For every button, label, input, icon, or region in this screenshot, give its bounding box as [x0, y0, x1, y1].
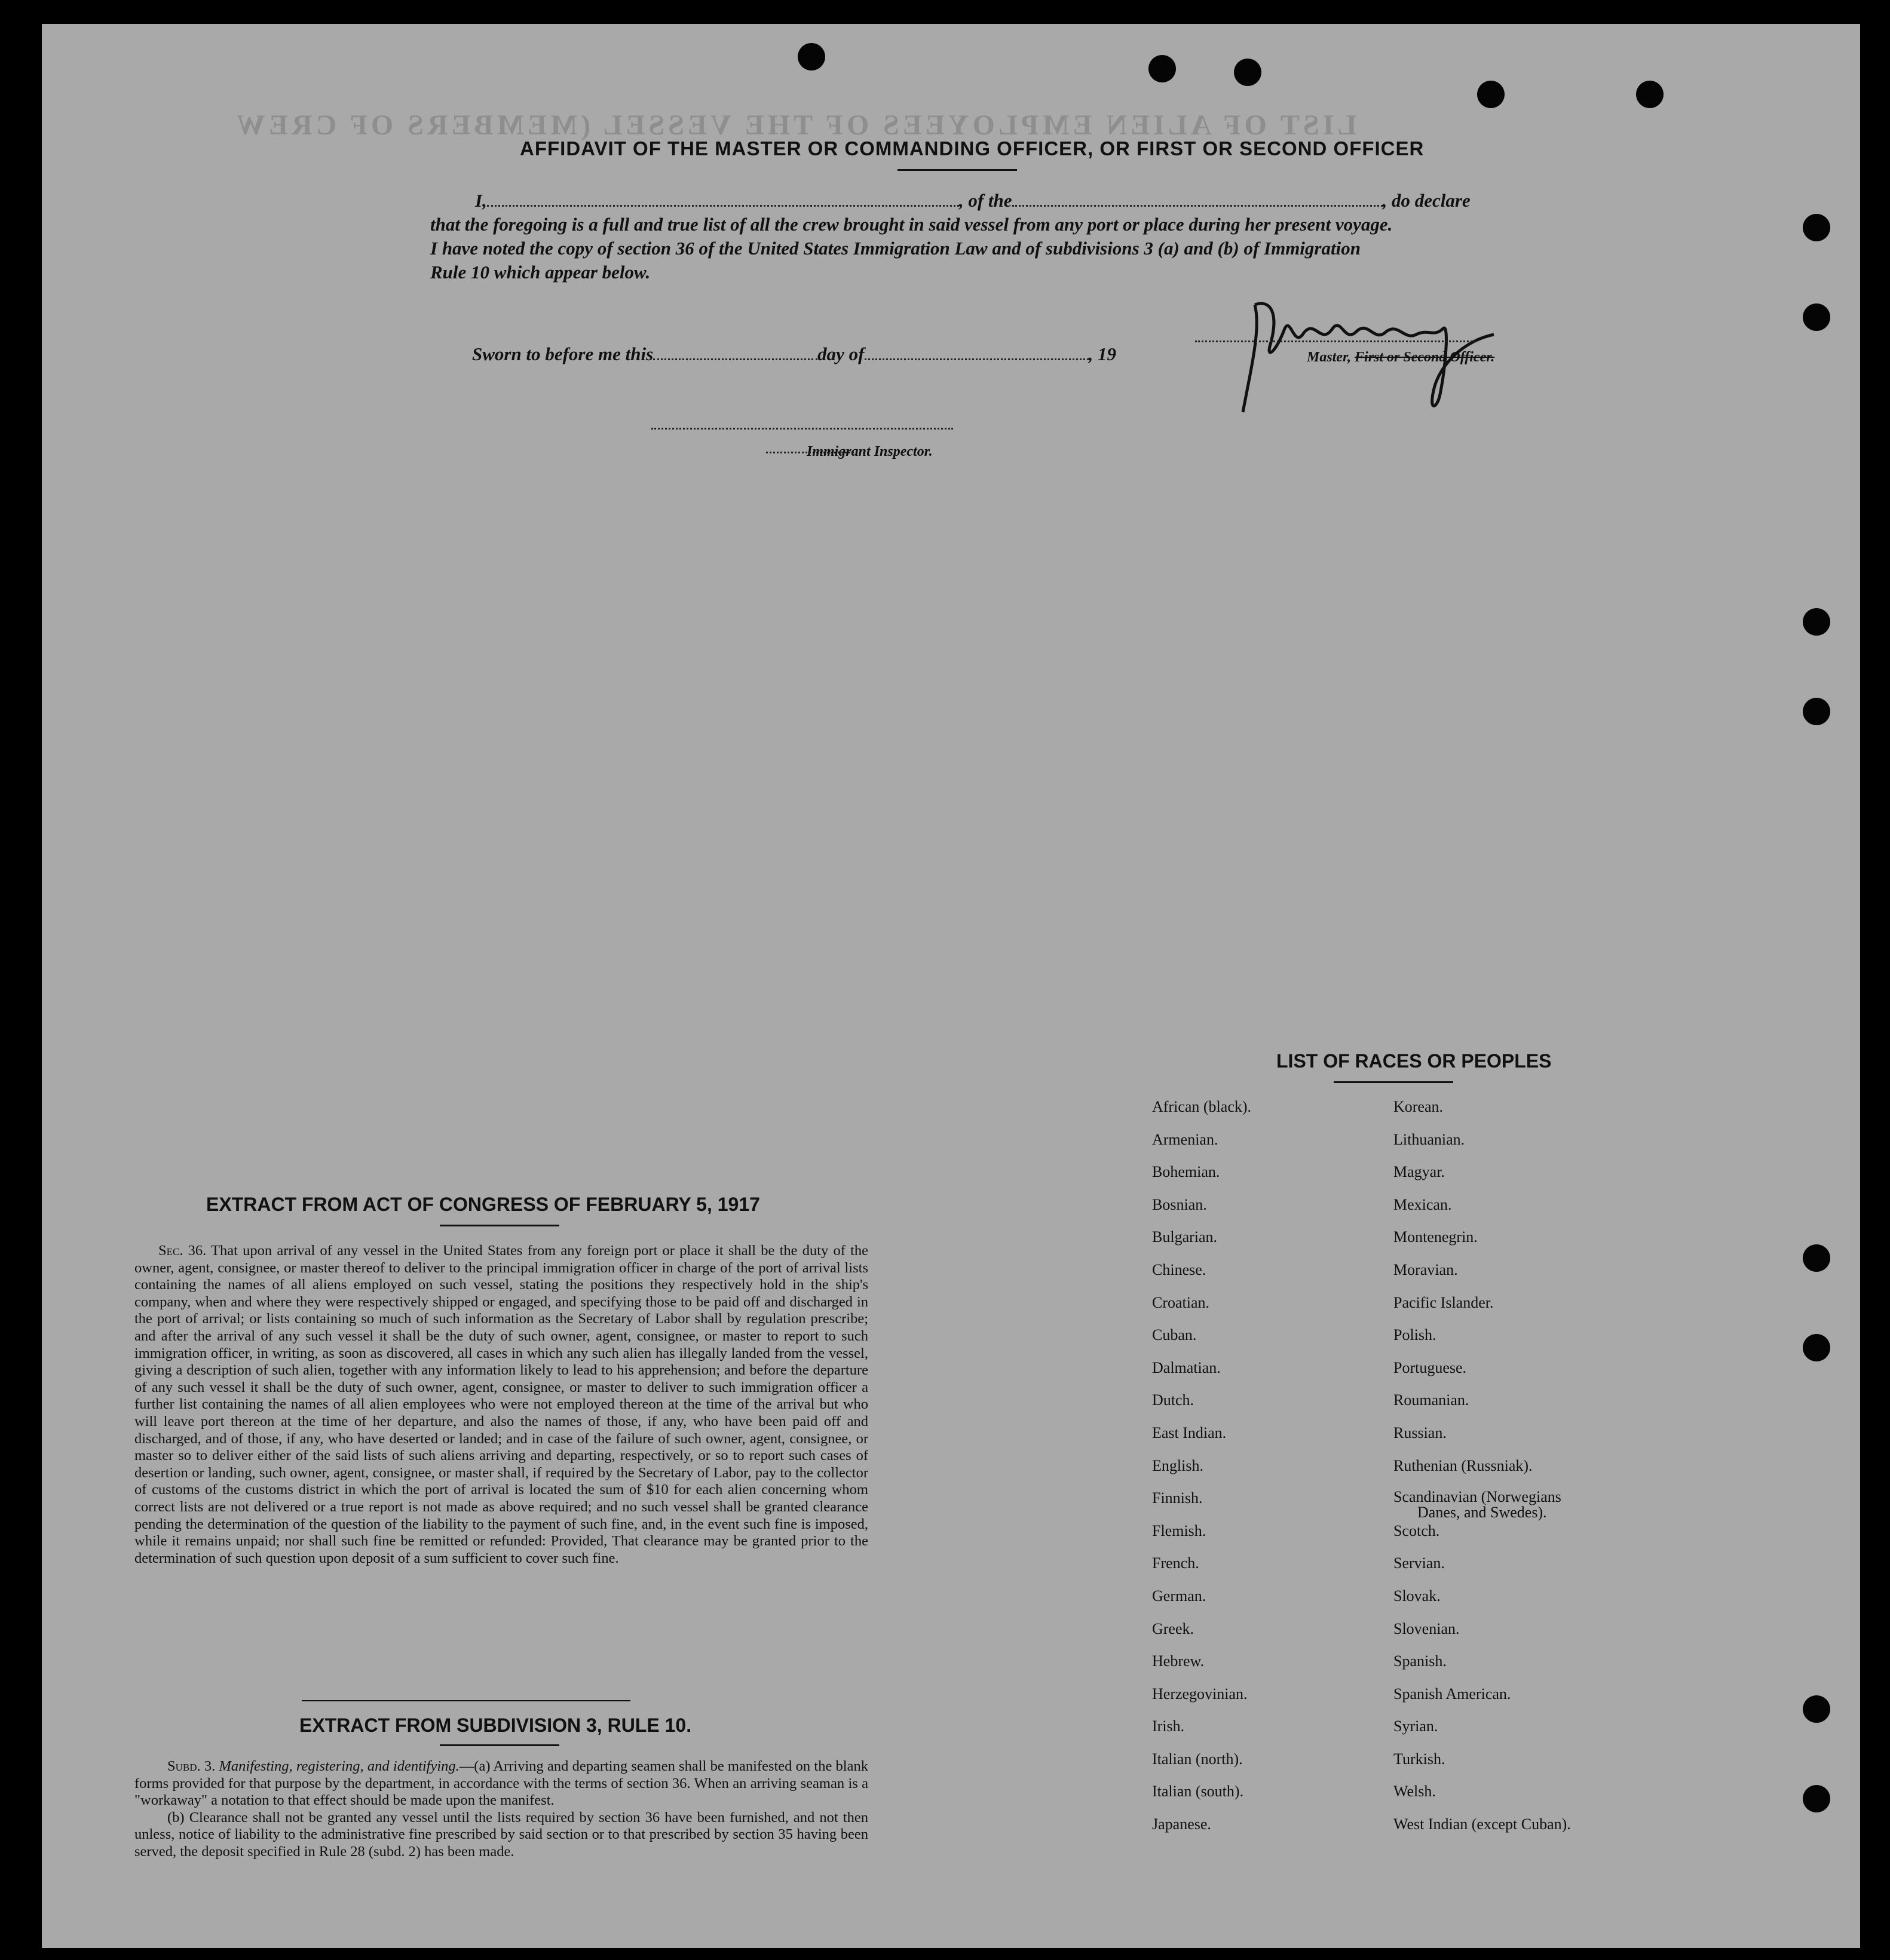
- line-of: , of the: [958, 190, 1012, 211]
- race-item: Bosnian.: [1152, 1195, 1207, 1213]
- document-page: [42, 24, 1860, 1948]
- punch-hole: [1803, 1695, 1830, 1723]
- race-item: Montenegrin.: [1393, 1228, 1478, 1246]
- subd-heading: Manifesting, registering, and identifying.: [219, 1758, 460, 1774]
- section-36-text: [134, 1243, 868, 1567]
- struck-officer: First or Second Officer.: [1355, 349, 1495, 365]
- race-item: Moravian.: [1393, 1260, 1458, 1278]
- race-item: Slovenian.: [1393, 1619, 1460, 1637]
- race-item: Welsh.: [1393, 1783, 1436, 1800]
- race-item: French.: [1152, 1554, 1199, 1572]
- punch-hole: [1477, 81, 1505, 108]
- race-item: Hebrew.: [1152, 1652, 1205, 1670]
- race-item: Syrian.: [1393, 1717, 1438, 1735]
- month-blank: [865, 344, 1089, 360]
- race-item: Portuguese.: [1393, 1358, 1467, 1376]
- subd-label: Subd. 3.: [167, 1758, 216, 1774]
- title-rule: [897, 169, 1017, 171]
- race-item: Spanish American.: [1393, 1685, 1511, 1703]
- race-item: Herzegovinian.: [1152, 1685, 1248, 1703]
- punch-hole: [1803, 1244, 1830, 1272]
- race-item: Dutch.: [1152, 1391, 1194, 1409]
- extract-act-title: EXTRACT FROM ACT OF CONGRESS OF FEBRUARY 5, 1917: [206, 1194, 760, 1215]
- race-item: Italian (north).: [1152, 1750, 1243, 1768]
- sworn-year: , 19: [1088, 343, 1116, 364]
- race-item: Dalmatian.: [1152, 1358, 1221, 1376]
- race-item: Russian.: [1393, 1424, 1447, 1441]
- race-item: Spanish.: [1393, 1652, 1447, 1670]
- race-item: Italian (south).: [1152, 1783, 1244, 1800]
- subd-para-a: —(a) Arriving and departing seamen shall be manifested on the blank forms provided for that purpose by the department, in accordance with the terms of section 36. When an arriving seaman is a "workaway" a notation to that effect should be made upon the manifest.: [134, 1758, 868, 1809]
- race-item: Turkish.: [1393, 1750, 1445, 1768]
- punch-hole: [1803, 214, 1830, 241]
- race-item: Servian.: [1393, 1554, 1445, 1572]
- declaration-line-3: I have noted the copy of section 36 of the United States Immigration Law and of subdivisions 3 (a) and (b) of Immigration: [430, 238, 1361, 259]
- declaration-line-4: Rule 10 which appear below.: [430, 262, 651, 283]
- race-item: Lithuanian.: [1393, 1130, 1465, 1148]
- race-item: Ruthenian (Russniak).: [1393, 1456, 1533, 1474]
- races-title: LIST OF RACES OR PEOPLES: [1276, 1050, 1552, 1072]
- race-item: Greek.: [1152, 1619, 1194, 1637]
- race-item: Chinese.: [1152, 1260, 1206, 1278]
- race-item: English.: [1152, 1456, 1203, 1474]
- affidavit-title: AFFIDAVIT OF THE MASTER OR COMMANDING OFFICER, OR FIRST OR SECOND OFFICER: [520, 137, 1425, 160]
- race-item: Flemish.: [1152, 1522, 1206, 1539]
- punch-hole: [1803, 303, 1830, 331]
- punch-hole: [1234, 59, 1261, 86]
- declaration-line: [430, 190, 1471, 211]
- race-item: Finnish.: [1152, 1489, 1203, 1507]
- sworn-day-of: day of: [817, 343, 865, 364]
- declaration-line-2: that the foregoing is a full and true list of all the crew brought in said vessel from any port or place during her present voyage.: [430, 214, 1393, 235]
- sec-body: That upon arrival of any vessel in the United States from any foreign port or place it shall be the duty of the owner, agent, consignee, or master thereof to deliver to the principal immigration officer in charge of the port of arrival lists containing the names of all aliens employed on such vessel, stating the positions they respectively hold in the ship's company, when and where they were respectively shipped or engaged, and specifying those to be paid off and discharged in the port of arrival; or lists containing so much of such information as the Secretary of Labor shall by regulation prescribe; and after the arrival of any such vessel it shall be the duty of such owner, agent, consignee, or master to report to such immigration officer, in writing, as soon as discovered, all cases in which any such alien has illegally landed from the vessel, giving a description of such alien, together with any information likely to lead to his apprehension; and before the departure of any such vessel it shall be the duty of such owner, agent, consignee, or master to deliver to such immigration officer a further list containing the names of all alien employees who were not employed thereon at the time of the arrival but who will leave port thereon at the time of her departure, and also the names of those, if any, who have been paid off and discharged, and of those, if any, who have deserted or landed; and in case of the failure of such owner, agent, consignee, or master so to deliver either of the said lists of such aliens arriving and departing, respectively, or so to report such cases of desertion or landing, such owner, agent, consignee, or master shall, if required by the Secretary of Labor, pay to the collector of customs of the customs district in which the port of arrival is located the sum of $10 for each alien concerning whom correct lists are not delivered or a true report is not made as above required; and no such vessel shall be granted clearance pending the determination of the question of the liability to the payment of such fine, and, in the event such fine is imposed, while it remains unpaid; nor shall such fine be remitted or refunded: Provided, That clearance may be granted prior to the determination of such question upon deposit of a sum sufficient to cover such fine.: [134, 1243, 868, 1566]
- punch-hole: [798, 43, 825, 70]
- section-divider: [302, 1700, 630, 1701]
- race-item: Irish.: [1152, 1717, 1185, 1735]
- race-item: German.: [1152, 1587, 1206, 1605]
- extract-rule: [440, 1225, 559, 1226]
- name-blank: [487, 191, 959, 207]
- race-item: Bulgarian.: [1152, 1228, 1218, 1246]
- race-item: African (black).: [1152, 1098, 1252, 1115]
- sworn-line: [472, 343, 1116, 365]
- subd-para-b: (b) Clearance shall not be granted any vessel until the lists required by section 36 have been furnished, and not then unless, notice of liability to the administrative fine prescribed by said section or to that prescribed by section 35 having been served, the deposit specified in Rule 28 (subd. 2) has been made.: [134, 1809, 868, 1860]
- subdivision-text: [134, 1758, 868, 1861]
- punch-hole: [1636, 81, 1664, 108]
- race-item: Pacific Islander.: [1393, 1293, 1494, 1311]
- race-item: Polish.: [1393, 1326, 1436, 1344]
- races-left-column: [1152, 1098, 1251, 1848]
- extract-rule-title: EXTRACT FROM SUBDIVISION 3, RULE 10.: [299, 1714, 692, 1736]
- race-item: Korean.: [1393, 1098, 1444, 1115]
- race-item: Magyar.: [1393, 1163, 1445, 1181]
- race-item: Japanese.: [1152, 1815, 1211, 1833]
- signature-blank: [1195, 326, 1476, 342]
- day-blank: [653, 344, 817, 360]
- sec-label: Sec. 36.: [158, 1243, 207, 1259]
- vessel-blank: [1012, 191, 1383, 207]
- race-item: Scandinavian (Norwegians Danes, and Swedes).: [1393, 1488, 1561, 1522]
- inspector-blank-1: [651, 413, 953, 430]
- races-right-column: [1393, 1098, 1571, 1848]
- race-item: Croatian.: [1152, 1293, 1210, 1311]
- master-label: Master, First or Second Officer.: [1307, 349, 1495, 365]
- punch-hole: [1803, 1334, 1830, 1361]
- race-item: Mexican.: [1393, 1195, 1452, 1213]
- line-declare: , do declare: [1382, 190, 1471, 211]
- punch-hole: [1803, 1785, 1830, 1812]
- punch-hole: [1803, 698, 1830, 725]
- race-item: Scotch.: [1393, 1522, 1440, 1539]
- punch-hole: [1803, 608, 1830, 636]
- punch-hole: [1148, 55, 1176, 82]
- sworn-prefix: Sworn to before me this: [472, 343, 654, 364]
- inspector-label: Immigrant Inspector.: [807, 444, 933, 459]
- race-item: East Indian.: [1152, 1424, 1227, 1441]
- race-item: Roumanian.: [1393, 1391, 1469, 1409]
- race-item: West Indian (except Cuban).: [1393, 1815, 1571, 1833]
- race-item: Armenian.: [1152, 1130, 1218, 1148]
- line-i: I,: [475, 190, 487, 211]
- race-item: Slovak.: [1393, 1587, 1441, 1605]
- races-rule: [1334, 1081, 1453, 1083]
- bleed-through-heading: LIST OF ALIEN EMPLOYEES OF THE VESSEL (MEMBERS OF CREW: [233, 109, 1357, 141]
- extract-rule-underline: [440, 1744, 559, 1746]
- race-item: Cuban.: [1152, 1326, 1197, 1344]
- race-item: Bohemian.: [1152, 1163, 1220, 1181]
